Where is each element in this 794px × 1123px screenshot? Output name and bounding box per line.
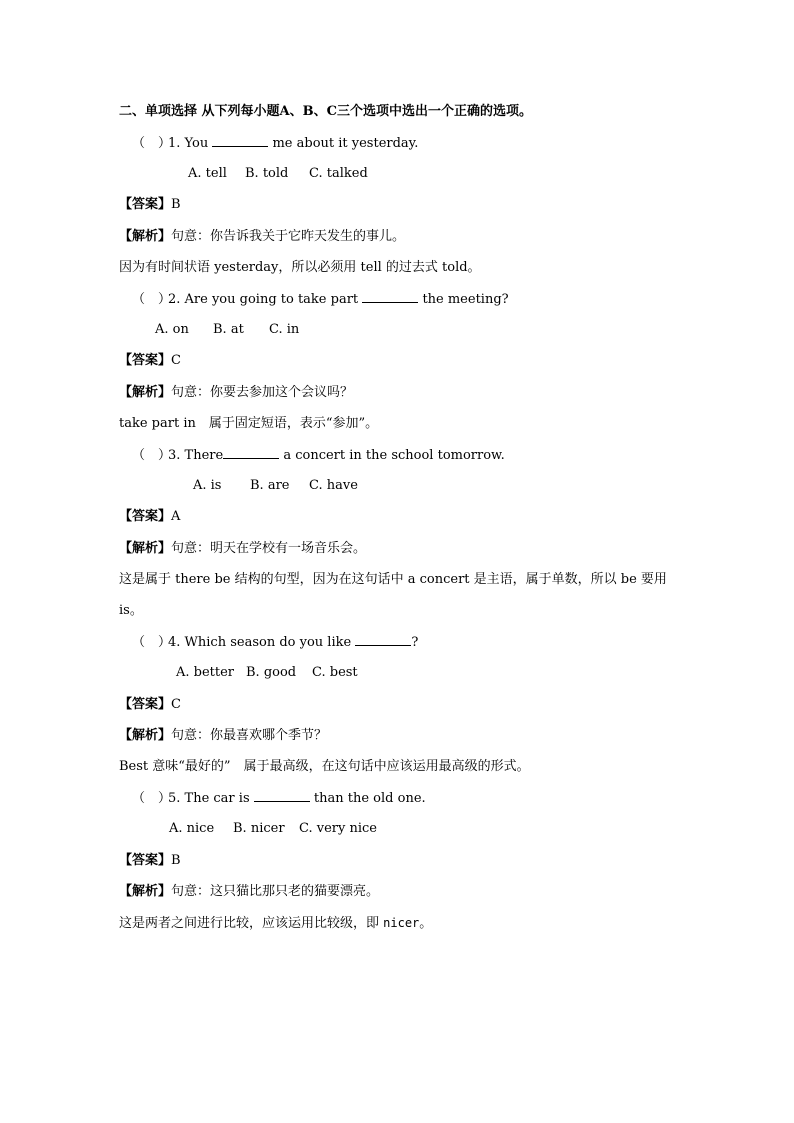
analysis-line bbox=[119, 540, 366, 558]
analysis-text: 这是属于 there be 结构的句型，因为在这句话中 a concert 是主语，属于单数，所以 be 要用 bbox=[119, 572, 667, 587]
answer-blank bbox=[223, 446, 279, 459]
analysis-tag: 【解析】 bbox=[119, 884, 172, 899]
answer-value: A bbox=[171, 509, 181, 524]
option-c: C. have bbox=[309, 478, 358, 493]
answer-value: C bbox=[171, 353, 181, 368]
analysis-line bbox=[119, 228, 405, 246]
question-text: 3. There bbox=[168, 448, 224, 463]
answer-value: B bbox=[171, 853, 181, 868]
answer-tag: 【答案】 bbox=[119, 697, 172, 712]
question-text: me about it yesterday. bbox=[272, 136, 419, 151]
analysis-text: 句意：你最喜欢哪个季节？ bbox=[171, 728, 328, 743]
answer-line bbox=[119, 852, 181, 870]
question-3-options bbox=[193, 477, 358, 495]
option-b: B. are bbox=[250, 478, 290, 493]
option-b: B. good bbox=[246, 665, 297, 680]
answer-paren: （ ） bbox=[132, 448, 172, 463]
analysis-tag: 【解析】 bbox=[119, 385, 172, 400]
answer-tag: 【答案】 bbox=[119, 853, 172, 868]
question-text: the meeting? bbox=[422, 292, 509, 307]
answer-paren: （ ） bbox=[132, 136, 172, 151]
answer-blank bbox=[362, 290, 418, 303]
question-2-options bbox=[155, 321, 299, 339]
question-text: 5. The car is bbox=[168, 791, 250, 806]
question-text: 4. Which season do you like bbox=[168, 635, 352, 650]
analysis-line bbox=[119, 883, 379, 901]
answer-line bbox=[119, 696, 181, 714]
question-text: 1. You bbox=[168, 136, 209, 151]
analysis-text: 句意：这只猫比那只老的猫要漂亮。 bbox=[171, 884, 380, 899]
answer-paren: （ ） bbox=[132, 635, 172, 650]
question-text: ? bbox=[411, 635, 419, 650]
answer-value: B bbox=[171, 197, 181, 212]
section-title: 二、单项选择 从下列每小题A、B、C三个选项中选出一个正确的选项。 bbox=[119, 104, 532, 119]
analysis-line bbox=[119, 384, 353, 402]
analysis-tag: 【解析】 bbox=[119, 541, 172, 556]
analysis-line bbox=[119, 727, 327, 745]
question-1-options bbox=[188, 165, 368, 183]
analysis-keyword: nicer bbox=[383, 916, 420, 930]
answer-tag: 【答案】 bbox=[119, 197, 172, 212]
analysis-text: Best 意味“最好的” 属于最高级，在这句话中应该运用最高级的形式。 bbox=[119, 759, 530, 774]
question-text: 2. Are you going to take part bbox=[168, 292, 359, 307]
analysis-text: 句意：你告诉我关于它昨天发生的事儿。 bbox=[171, 229, 406, 244]
option-b: B. nicer bbox=[233, 821, 285, 836]
analysis-tag: 【解析】 bbox=[119, 229, 172, 244]
analysis-text: 因为有时间状语 yesterday，所以必须用 tell 的过去式 told。 bbox=[119, 260, 481, 275]
answer-tag: 【答案】 bbox=[119, 353, 172, 368]
analysis-text: 句意：你要去参加这个会议吗？ bbox=[171, 385, 354, 400]
answer-tag: 【答案】 bbox=[119, 509, 172, 524]
question-4-stem bbox=[132, 633, 418, 652]
option-a: A. better bbox=[176, 665, 235, 680]
analysis-tag: 【解析】 bbox=[119, 728, 172, 743]
question-2-stem bbox=[132, 290, 509, 309]
analysis-line bbox=[119, 914, 432, 933]
answer-blank bbox=[212, 134, 268, 147]
option-c: C. best bbox=[312, 665, 358, 680]
question-1-stem bbox=[132, 134, 418, 153]
analysis-text: 句意：明天在学校有一场音乐会。 bbox=[171, 541, 367, 556]
analysis-text: 这是两者之间进行比较，应该运用比较级，即 bbox=[119, 916, 384, 931]
option-a: A. on bbox=[155, 322, 189, 337]
question-text: a concert in the school tomorrow. bbox=[283, 448, 505, 463]
option-a: A. nice bbox=[169, 821, 215, 836]
option-c: C. in bbox=[269, 322, 300, 337]
option-b: B. told bbox=[245, 166, 289, 181]
question-text: than the old one. bbox=[313, 791, 426, 806]
question-4-options bbox=[176, 664, 358, 682]
answer-paren: （ ） bbox=[132, 292, 172, 307]
option-a: A. tell bbox=[188, 166, 227, 181]
answer-line bbox=[119, 508, 180, 526]
analysis-text: take part in 属于固定短语，表示“参加”。 bbox=[119, 416, 379, 431]
analysis-text: 。 bbox=[419, 916, 433, 931]
option-c: C. very nice bbox=[299, 821, 377, 836]
question-3-stem bbox=[132, 446, 505, 465]
answer-paren: （ ） bbox=[132, 791, 172, 806]
answer-value: C bbox=[171, 697, 181, 712]
question-5-stem bbox=[132, 789, 426, 808]
answer-blank bbox=[254, 789, 310, 802]
option-c: C. talked bbox=[309, 166, 368, 181]
question-5-options bbox=[169, 820, 377, 838]
analysis-text: is。 bbox=[119, 603, 143, 618]
option-b: B. at bbox=[213, 322, 244, 337]
answer-line bbox=[119, 352, 181, 370]
option-a: A. is bbox=[193, 478, 222, 493]
answer-blank bbox=[355, 633, 411, 646]
answer-line bbox=[119, 196, 181, 214]
